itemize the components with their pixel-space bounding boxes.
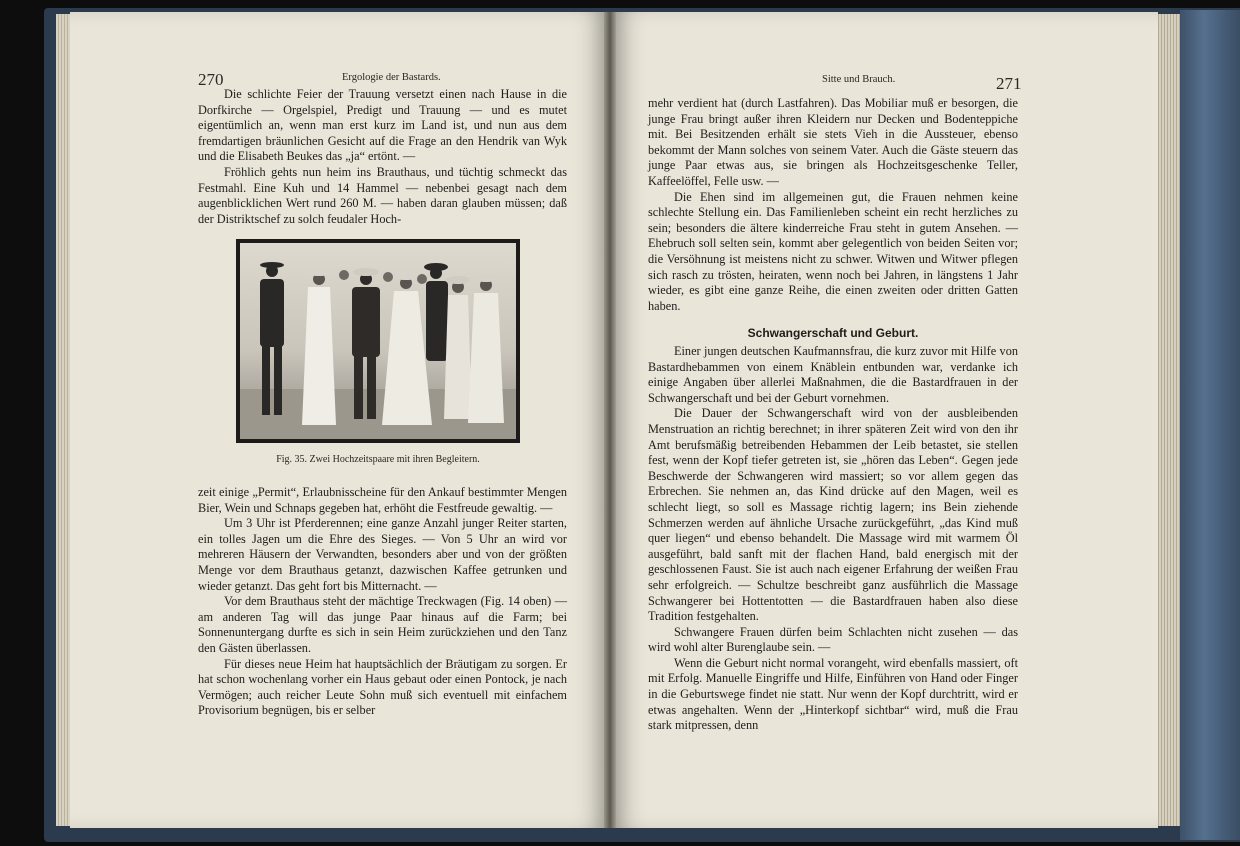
right-text-bottom — [648, 344, 1018, 734]
running-head-right: Sitte und Brauch. — [822, 74, 896, 85]
paragraph: mehr verdient hat (durch Lastfahren). Das Mobiliar muß er besorgen, die junge Frau bringt außer ihren Kleidern nur Decken und Bodenteppiche mit. Bei Besitzenden erhält sie stets Vieh in die Aussteuer, ebenso bekommt der Mann solches von seinem Vater. Auch die Gäste steuern das junge Paar etwas aus, sie bringen als Hochzeitsgeschenke Teller, Kaffeelöffel, Felle usw. — — [648, 96, 1018, 188]
page-stack-right — [1156, 14, 1180, 826]
paragraph: zeit einige „Permit“, Erlaubnisscheine für den Ankauf bestimmter Mengen Bier, Wein und Schnaps gegeben hat, erhöht die Festfreude gewaltig. — — [198, 485, 567, 515]
paragraph: Die Dauer der Schwangerschaft wird von der ausbleibenden Menstruation an richtig berechnet; in ihrer späteren Zeit wird von den ihr Amt berufsmäßig betreibenden Hebammen der Leib betastet, sie stellen fest, wenn der Kopf tiefer getreten ist, sie „hören das Leben“. Gegen jede Beschwerde der Schwangeren wird massiert; so vor allem gegen das Erbrechen. Sie nehmen an, das Kind drücke auf den Magen, weil es schlecht liegt, so soll es Massage richtig lagern; ins Bein ziehende Schmerzen werden auf ähnliche Ursache zurückgeführt, „das Kind muß quer liegen“ und ebenso behandelt. Die Massage wird mit warmem Öl ausgeführt, bald sanft mit der flachen Hand, bald energisch mit der geschlossenen Faust. Sie ist auch nach eigener Erfahrung der weißen Frau sehr erfolgreich. — Schultze beschreibt ganz ausführlich die Massage Schwangerer bei Hottentotten — die Bastardfrauen haben also diese Tradition festgehalten. — [648, 406, 1018, 624]
paragraph: Für dieses neue Heim hat hauptsächlich der Bräutigam zu sorgen. Er hat schon wochenlang vorher ein Haus gebaut oder einen Pontock, je nach Vermögen; auch reicher Leute Sohn muß sich eventuell mit einfachem Provisorium begnügen, bis er selber — [198, 656, 567, 718]
paragraph: Einer jungen deutschen Kaufmannsfrau, die kurz zuvor mit Hilfe von Bastardhebammen von einem Knäblein entbunden war, verdanke ich einige Angaben über allerlei Maßnahmen, die die Bastardfrauen in der Schwangerschaft und bei der Geburt vornehmen. — [648, 344, 1018, 405]
page-number-left: 270 — [198, 70, 224, 89]
paragraph: Schwangere Frauen dürfen beim Schlachten nicht zusehen — das wird wohl alter Burenglaube sein. — — [648, 624, 1018, 655]
paragraph: Um 3 Uhr ist Pferderennen; eine ganze Anzahl junger Reiter starten, ein tolles Jagen um die Ehre des Sieges. — Von 5 Uhr an wird vor mehreren Häusern der Verwandten, besonders aber und von der größten Menge vor dem Brauthaus getanzt, dazwischen Kaffee getrunken und wieder getanzt. Das geht fort bis Mitternacht. — — [198, 516, 567, 593]
wedding-photo-image — [236, 239, 520, 443]
paragraph: Die schlichte Feier der Trauung versetzt einen nach Hause in die Dorfkirche — Orgelspiel, Predigt und Trauung — und es mutet eigentümlich an, wenn man erst kurz im Land ist, und nun aus dem fremdartigen bräunlichen Gesicht auf die Frage an den Hendrik van Wyk und die Elisabeth Beukes das „ja“ ertönt. — — [198, 87, 567, 164]
left-text-top — [198, 87, 567, 227]
paragraph: Die Ehen sind im allgemeinen gut, die Frauen nehmen keine schlechte Stellung ein. Das Familienleben scheint ein recht herzliches zu sein; besonders die ältere kinderreiche Frau steht in gutem Ansehen. — Ehebruch soll selten sein, kommt aber gelegentlich von beiden Seiten vor; die Versöhnung ist meistens nicht zu schwer. Witwen und Witwer pflegen sich rasch zu trösten, heiraten, wenn noch bei Jahren, in längstens 1 Jahr wieder, es gibt eine ganze Reihe, die einen zweiten oder dritten Gatten haben. — [648, 189, 1018, 313]
book-cover-edge — [1180, 10, 1240, 840]
left-text-bottom — [198, 485, 567, 719]
paragraph: Fröhlich gehts nun heim ins Brauthaus, und tüchtig schmeckt das Festmahl. Eine Kuh und 14 Hammel — nebenbei gesagt nach dem augenblicklichen Wert rund 260 M. — haben daran glauben müssen; daß der Distriktschef zu solch feudaler Hoch- — [198, 164, 567, 226]
book-gutter — [604, 12, 616, 828]
paragraph: Vor dem Brauthaus steht der mächtige Treckwagen (Fig. 14 oben) — am anderen Tag will das junge Paar hinaus auf die Farm; bei Sonnenuntergang durfte es sich in sein Heim zurückziehen und den Tanz den Gästen überlassen. — [198, 594, 567, 655]
running-head-left: Ergologie der Bastards. — [342, 72, 441, 83]
paragraph: Wenn die Geburt nicht normal vorangeht, wird ebenfalls massiert, oft mit Erfolg. Manuelle Eingriffe und Hilfe, Einführen von Hand oder Finger in die Geburtswege findet nie statt. Nur wenn der Kopf durchtritt, wird er etwas angehalten. Wenn der „Hinterkopf sichtbar“ wird, muß die Frau stark mitpressen, denn — [648, 655, 1018, 733]
section-heading: Schwangerschaft und Geburt. — [747, 326, 919, 340]
right-text-top — [648, 96, 1018, 314]
page-number-right: 271 — [996, 74, 1022, 93]
figure-caption: Fig. 35. Zwei Hochzeitspaare mit ihren Begleitern. — [276, 454, 480, 465]
wedding-photo — [236, 239, 520, 443]
